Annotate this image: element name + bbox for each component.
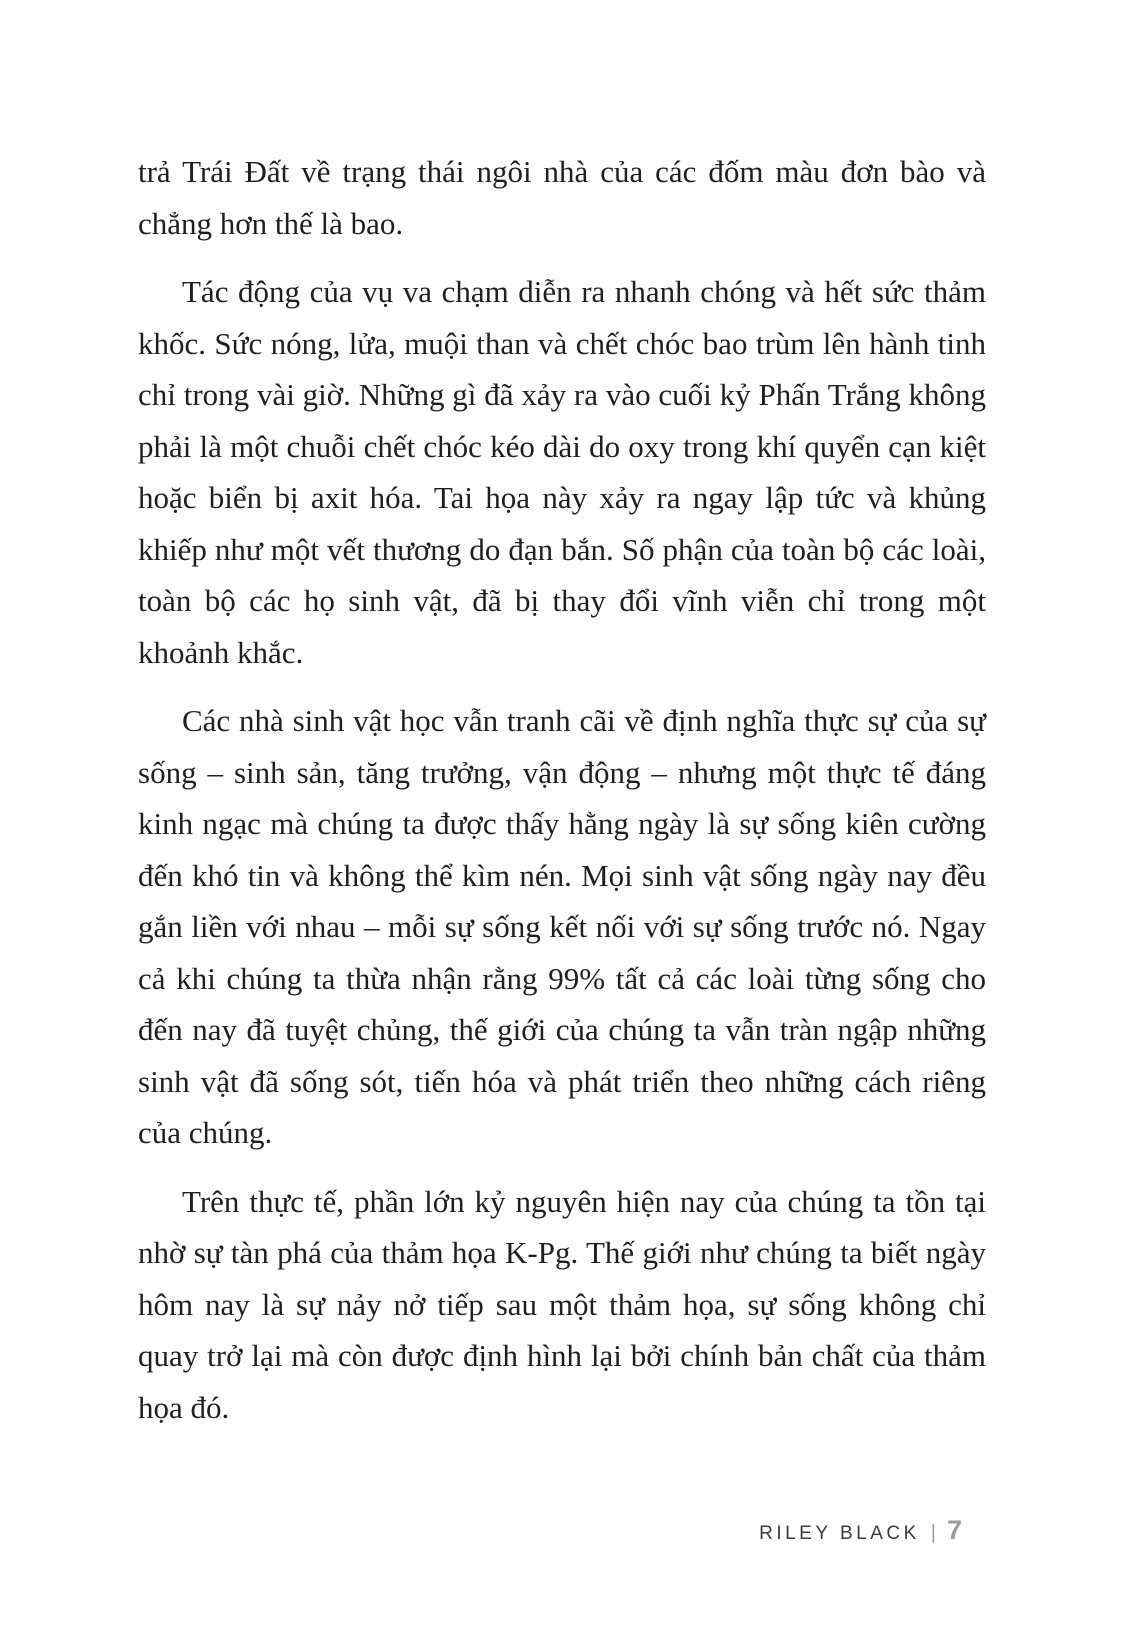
page-number: 7 xyxy=(946,1515,962,1545)
paragraph: Tác động của vụ va chạm diễn ra nhanh chóng và hết sức thảm khốc. Sức nóng, lửa, muội than và chết chóc bao trùm lên hành tinh chỉ trong vài giờ. Những gì đã xảy ra vào cuối kỷ Phấn Trắng không phải là một chuỗi chết chóc kéo dài do oxy trong khí quyển cạn kiệt hoặc biển bị axit hóa. Tai họa này xảy ra ngay lập tức và khủng khiếp như một vết thương do đạn bắn. Số phận của toàn bộ các loài, toàn bộ các họ sinh vật, đã bị thay đổi vĩnh viễn chỉ trong một khoảnh khắc. xyxy=(138,274,986,670)
page-footer xyxy=(759,1515,962,1546)
paragraph: Các nhà sinh vật học vẫn tranh cãi về định nghĩa thực sự của sự sống – sinh sản, tăng trưởng, vận động – nhưng một thực tế đáng kinh ngạc mà chúng ta được thấy hằng ngày là sự sống kiên cường đến khó tin và không thể kìm nén. Mọi sinh vật sống ngày nay đều gắn liền với nhau – mỗi sự sống kết nối với sự sống trước nó. Ngay cả khi chúng ta thừa nhận rằng 99% tất cả các loài từng sống cho đến nay đã tuyệt chủng, thế giới của chúng ta vẫn tràn ngập những sinh vật đã sống sót, tiến hóa và phát triển theo những cách riêng của chúng. xyxy=(138,703,986,1150)
paragraph: trả Trái Đất về trạng thái ngôi nhà của các đốm màu đơn bào và chẳng hơn thế là bao. xyxy=(138,154,986,241)
paragraph: Trên thực tế, phần lớn kỷ nguyên hiện nay của chúng ta tồn tại nhờ sự tàn phá của thảm họa K-Pg. Thế giới như chúng ta biết ngày hôm nay là sự nảy nở tiếp sau một thảm họa, sự sống không chỉ quay trở lại mà còn được định hình lại bởi chính bản chất của thảm họa đó. xyxy=(138,1183,986,1425)
footer-separator: | xyxy=(930,1522,936,1544)
page-body xyxy=(138,146,986,1450)
author-name: RILEY BLACK xyxy=(759,1523,920,1544)
